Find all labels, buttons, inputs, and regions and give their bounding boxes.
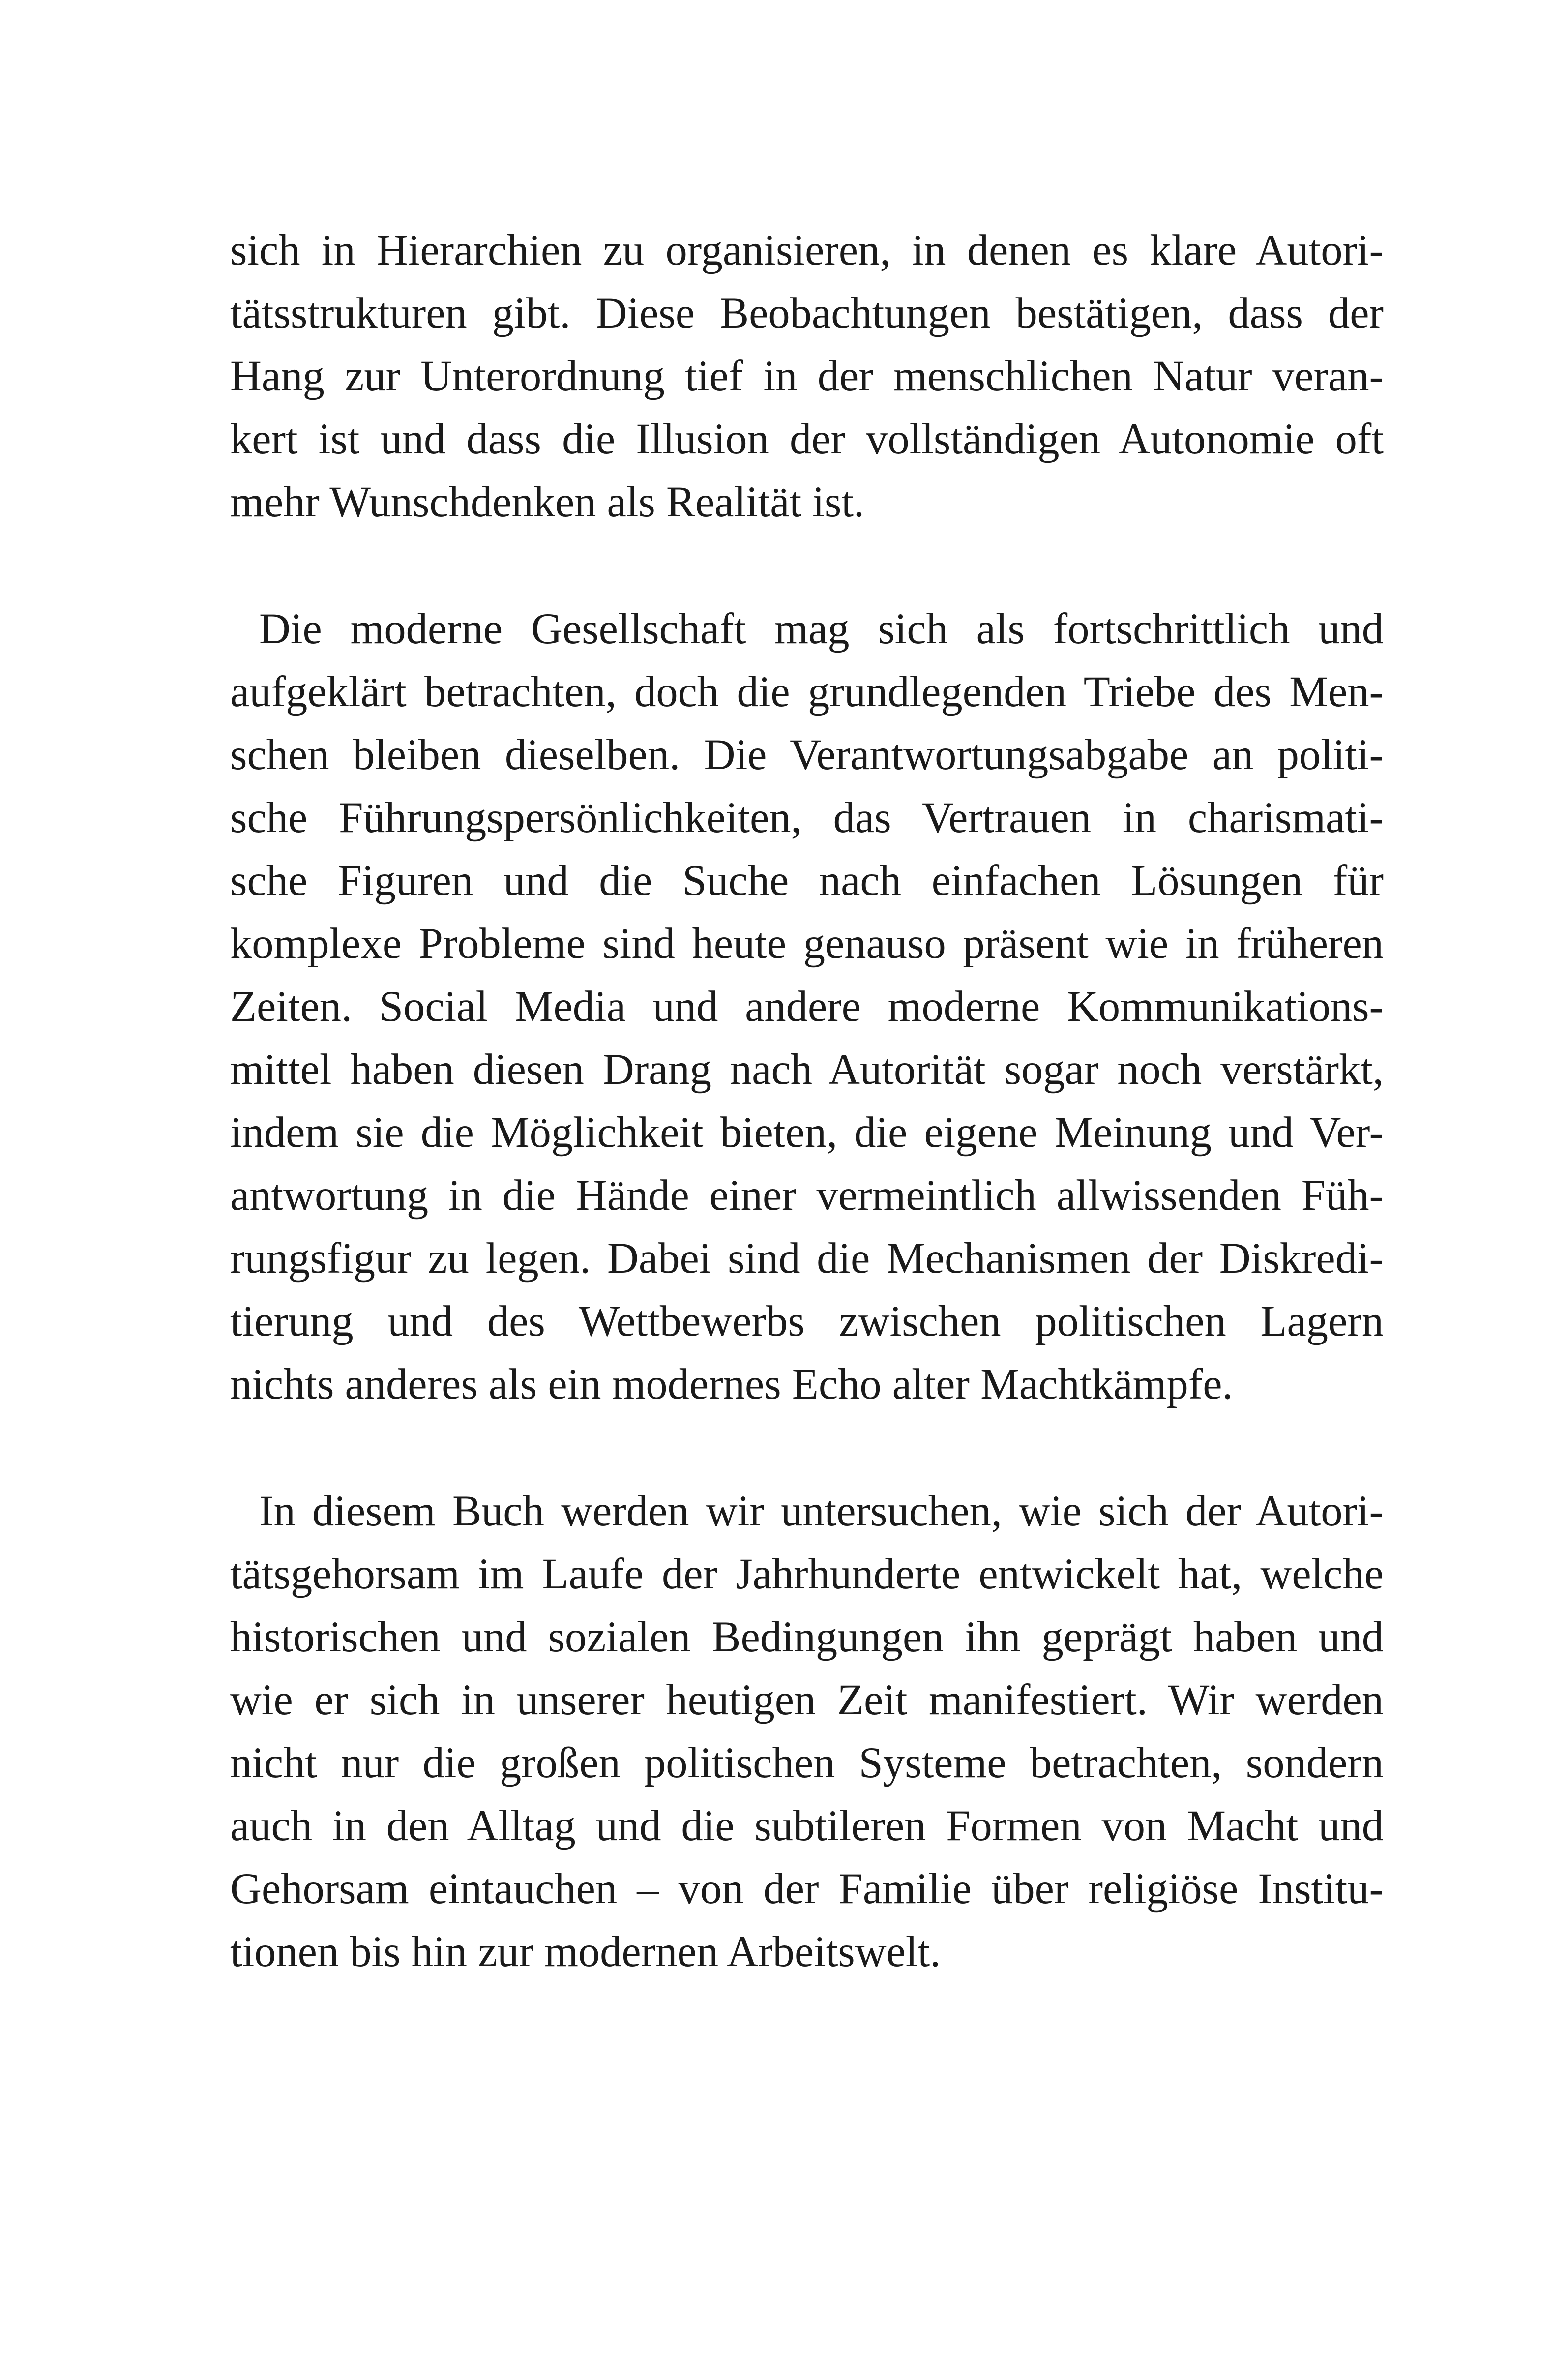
text-line: rungsfigur zu legen. Dabei sind die Mechanismen der Diskredi- xyxy=(230,1234,1384,1283)
text-line: historischen und sozialen Bedingungen ihn geprägt haben und xyxy=(230,1613,1384,1661)
text-line: Hang zur Unterordnung tief in der menschlichen Natur veran- xyxy=(230,352,1384,400)
paragraph-spacer xyxy=(230,534,1384,597)
text-line: Die moderne Gesellschaft mag sich als fortschrittlich und xyxy=(259,605,1384,653)
paragraph-3 xyxy=(230,1480,1384,1983)
text-line: sich in Hierarchien zu organisieren, in denen es klare Autori- xyxy=(230,226,1384,274)
text-line: tionen bis hin zur modernen Arbeitswelt. xyxy=(230,1928,941,1976)
text-line: Zeiten. Social Media und andere moderne Kommunikations- xyxy=(230,983,1384,1031)
paragraph-1 xyxy=(230,219,1384,534)
paragraph-2 xyxy=(230,597,1384,1416)
body-text xyxy=(230,219,1384,1983)
text-line: komplexe Probleme sind heute genauso präsent wie in früheren xyxy=(230,920,1384,968)
text-line: sche Führungspersönlichkeiten, das Vertrauen in charismati- xyxy=(230,794,1384,842)
text-line: sche Figuren und die Suche nach einfachen Lösungen für xyxy=(230,857,1384,905)
text-line: antwortung in die Hände einer vermeintlich allwissenden Füh- xyxy=(230,1171,1384,1220)
text-line: kert ist und dass die Illusion der vollständigen Autonomie oft xyxy=(230,415,1384,463)
text-line: tierung und des Wettbewerbs zwischen politischen Lagern xyxy=(230,1297,1384,1345)
text-line: aufgeklärt betrachten, doch die grundlegenden Triebe des Men- xyxy=(230,668,1384,716)
text-line: schen bleiben dieselben. Die Verantwortungsabgabe an politi- xyxy=(230,731,1384,779)
text-line: tätsstrukturen gibt. Diese Beobachtungen bestätigen, dass der xyxy=(230,289,1384,337)
text-line: mehr Wunschdenken als Realität ist. xyxy=(230,478,865,526)
text-line: mittel haben diesen Drang nach Autorität sogar noch verstärkt, xyxy=(230,1045,1384,1094)
text-line: Gehorsam eintauchen – von der Familie über religiöse Institu- xyxy=(230,1865,1384,1913)
paragraph-spacer xyxy=(230,1416,1384,1480)
text-line: tätsgehorsam im Laufe der Jahrhunderte entwickelt hat, welche xyxy=(230,1550,1384,1598)
text-line: auch in den Alltag und die subtileren Formen von Macht und xyxy=(230,1802,1384,1850)
text-line: indem sie die Möglichkeit bieten, die eigene Meinung und Ver- xyxy=(230,1108,1384,1157)
text-line: nicht nur die großen politischen Systeme betrachten, sondern xyxy=(230,1739,1384,1787)
text-line: In diesem Buch werden wir untersuchen, wie sich der Autori- xyxy=(259,1487,1384,1535)
text-line: nichts anderes als ein modernes Echo alter Machtkämpfe. xyxy=(230,1360,1233,1408)
text-line: wie er sich in unserer heutigen Zeit manifestiert. Wir werden xyxy=(230,1676,1384,1724)
